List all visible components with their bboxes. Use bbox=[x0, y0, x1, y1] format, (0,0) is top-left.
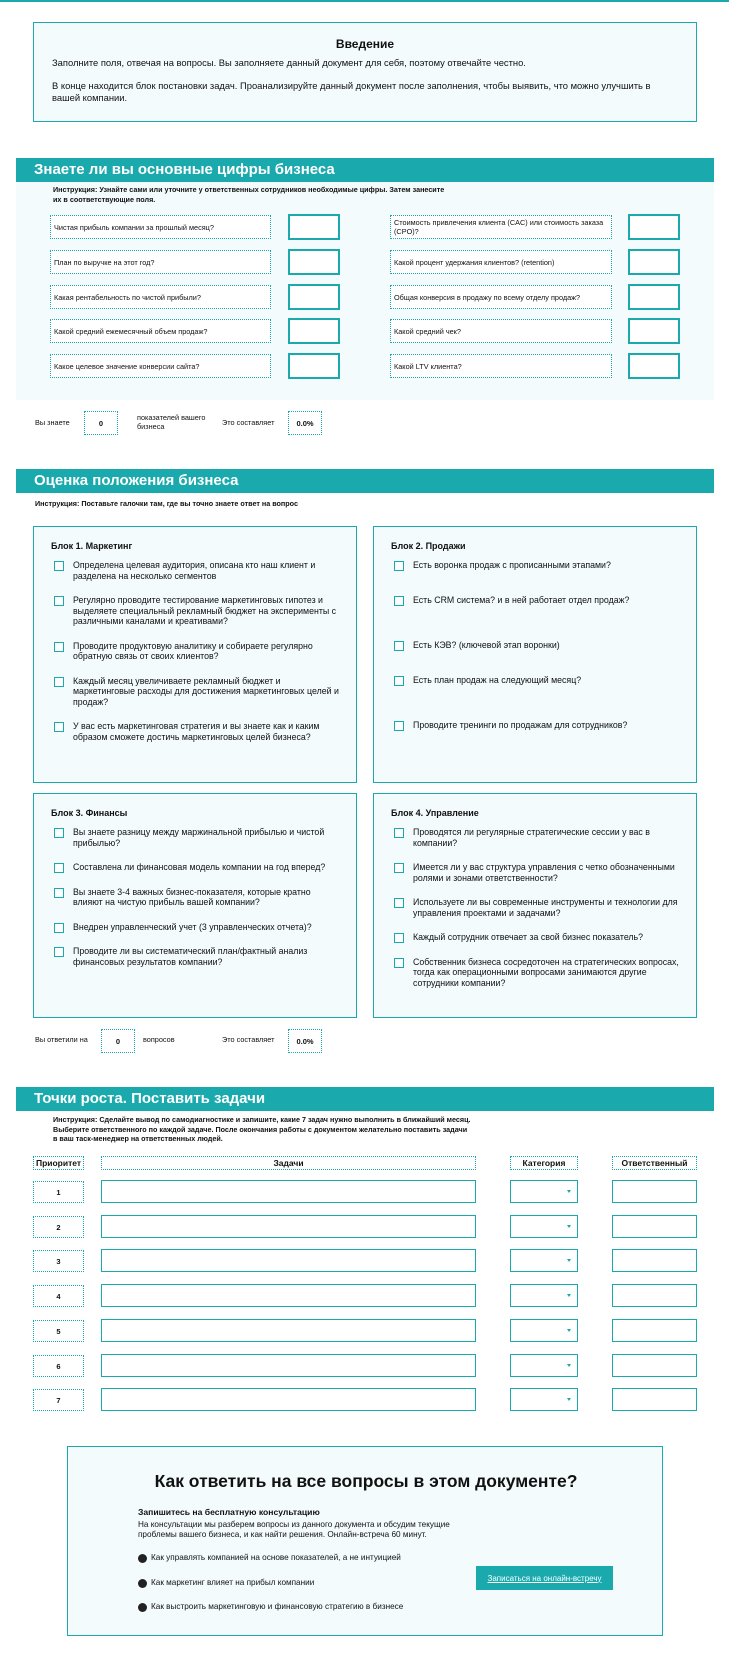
cta-subtitle: Запишитесь на бесплатную консультацию bbox=[138, 1507, 320, 1517]
responsible-input[interactable] bbox=[612, 1284, 697, 1307]
checkbox[interactable] bbox=[54, 596, 64, 606]
summary-answered-label: Вы ответили на bbox=[35, 1035, 88, 1044]
cta-bullet: Как выстроить маркетинговую и финансовую стратегию в бизнесе bbox=[138, 1602, 403, 1612]
responsible-input[interactable] bbox=[612, 1180, 697, 1203]
task-input[interactable] bbox=[101, 1284, 476, 1307]
answer-input[interactable] bbox=[628, 318, 680, 344]
answer-input[interactable] bbox=[628, 214, 680, 240]
cta-text: На консультации мы разберем вопросы из данного документа и обсудим текущие проблемы вашего бизнеса, и как найти решения. Онлайн-встреча 60 минут. bbox=[138, 1520, 450, 1539]
bullet-dot-icon bbox=[138, 1603, 147, 1612]
summary-percent-label: Это составляет bbox=[222, 1035, 275, 1044]
block-title: Блок 1. Маркетинг bbox=[51, 541, 133, 551]
responsible-input[interactable] bbox=[612, 1319, 697, 1342]
task-input[interactable] bbox=[101, 1319, 476, 1342]
checklist-item[interactable]: Проводите тренинги по продажам для сотрудников? bbox=[391, 720, 679, 731]
cta-bullet: Как маркетинг влияет на прибыл компании bbox=[138, 1578, 314, 1588]
task-input[interactable] bbox=[101, 1249, 476, 1272]
answer-input[interactable] bbox=[288, 353, 340, 379]
checklist-item[interactable]: Есть воронка продаж с прописанными этапами? bbox=[391, 560, 679, 571]
checklist-item[interactable]: Вы знаете разницу между маржинальной прибылью и чистой прибылью? bbox=[51, 827, 339, 848]
question-label: Какое целевое значение конверсии сайта? bbox=[50, 354, 271, 378]
numbers-instruction: Инструкция: Узнайте сами или уточните у ответственных сотрудников необходимые цифры. Затем занесите их в соответствующие поля. bbox=[53, 185, 445, 204]
task-input[interactable] bbox=[101, 1180, 476, 1203]
answer-input[interactable] bbox=[628, 249, 680, 275]
checkbox[interactable] bbox=[54, 923, 64, 933]
question-label: Какой процент удержания клиентов? (retention) bbox=[390, 250, 612, 274]
section-assessment-banner: Оценка положения бизнеса bbox=[16, 469, 714, 493]
checkbox[interactable] bbox=[394, 561, 404, 571]
checkbox[interactable] bbox=[394, 596, 404, 606]
block-sales bbox=[373, 526, 697, 783]
summary-you-know-label: Вы знаете bbox=[35, 418, 70, 427]
block-management bbox=[373, 793, 697, 1018]
checkbox[interactable] bbox=[394, 933, 404, 943]
intro-panel bbox=[33, 22, 697, 122]
block-title: Блок 3. Финансы bbox=[51, 808, 128, 818]
checklist-item[interactable]: Используете ли вы современные инструменты и технологии для управления проектами и задачами? bbox=[391, 897, 679, 918]
responsible-input[interactable] bbox=[612, 1388, 697, 1411]
question-label: Какой средний ежемесячный объем продаж? bbox=[50, 319, 271, 343]
checkbox[interactable] bbox=[394, 828, 404, 838]
checklist-item[interactable]: У вас есть маркетинговая стратегия и вы знаете как и каким образом сможете достичь маркетинговых целей бизнеса? bbox=[51, 721, 339, 742]
priority-cell: 6 bbox=[33, 1355, 84, 1377]
category-select[interactable] bbox=[510, 1180, 578, 1203]
answer-input[interactable] bbox=[288, 249, 340, 275]
checklist-item[interactable]: Каждый сотрудник отвечает за свой бизнес показатель? bbox=[391, 932, 679, 943]
header-category: Категория bbox=[510, 1156, 578, 1170]
question-label: Какая рентабельность по чистой прибыли? bbox=[50, 285, 271, 309]
checklist-item[interactable]: Внедрен управленческий учет (3 управленческих отчета)? bbox=[51, 922, 339, 933]
checklist-item[interactable]: Собственник бизнеса сосредоточен на стратегических вопросах, тогда как операционными вопросами занимаются другие сотрудники компании? bbox=[391, 957, 679, 989]
checklist-item[interactable]: Проводите ли вы систематический план/фактный анализ финансовых результатов компании? bbox=[51, 946, 339, 967]
chevron-down-icon bbox=[567, 1329, 571, 1332]
category-select[interactable] bbox=[510, 1284, 578, 1307]
answer-input[interactable] bbox=[628, 353, 680, 379]
checkbox[interactable] bbox=[54, 828, 64, 838]
question-label: Стоимость привлечения клиента (CAC) или стоимость заказа (CPO)? bbox=[390, 215, 612, 239]
checkbox[interactable] bbox=[54, 722, 64, 732]
summary-indicators-label: показателей вашего бизнеса bbox=[137, 413, 206, 431]
question-label: Чистая прибыль компании за прошлый месяц? bbox=[50, 215, 271, 239]
section-tasks-banner: Точки роста. Поставить задачи bbox=[16, 1087, 714, 1111]
section-numbers-banner: Знаете ли вы основные цифры бизнеса bbox=[16, 158, 714, 182]
priority-cell: 4 bbox=[33, 1285, 84, 1307]
priority-cell: 2 bbox=[33, 1216, 84, 1238]
header-tasks: Задачи bbox=[101, 1156, 476, 1170]
intro-paragraph-1: Заполните поля, отвечая на вопросы. Вы заполняете данный документ для себя, поэтому отвечайте честно. bbox=[52, 57, 526, 68]
priority-cell: 3 bbox=[33, 1250, 84, 1272]
summary-percent-label: Это составляет bbox=[222, 418, 275, 427]
checkbox[interactable] bbox=[54, 947, 64, 957]
block-title: Блок 4. Управление bbox=[391, 808, 479, 818]
question-label: План по выручке на этот год? bbox=[50, 250, 271, 274]
block-finance bbox=[33, 793, 357, 1018]
bullet-dot-icon bbox=[138, 1579, 147, 1588]
chevron-down-icon bbox=[567, 1364, 571, 1367]
block-title: Блок 2. Продажи bbox=[391, 541, 466, 551]
top-accent-line bbox=[0, 0, 729, 2]
assessment-instruction: Инструкция: Поставьте галочки там, где вы точно знаете ответ на вопрос bbox=[35, 499, 298, 508]
checkbox[interactable] bbox=[54, 863, 64, 873]
question-label: Общая конверсия в продажу по всему отделу продаж? bbox=[390, 285, 612, 309]
category-select[interactable] bbox=[510, 1354, 578, 1377]
checkbox[interactable] bbox=[394, 898, 404, 908]
checkbox[interactable] bbox=[394, 721, 404, 731]
checkbox[interactable] bbox=[394, 958, 404, 968]
checklist-item[interactable]: Каждый месяц увеличиваете рекламный бюджет и маркетинговые расходы для достижения маркетинговых целей и продаж? bbox=[51, 676, 339, 708]
checklist-item[interactable]: Определена целевая аудитория, описана кто наш клиент и разделена на несколько сегментов bbox=[51, 560, 339, 581]
block-marketing bbox=[33, 526, 357, 783]
question-label: Какой средний чек? bbox=[390, 319, 612, 343]
checklist-item[interactable]: Составлена ли финансовая модель компании на год вперед? bbox=[51, 862, 339, 873]
answer-input[interactable] bbox=[628, 284, 680, 310]
checkbox[interactable] bbox=[54, 561, 64, 571]
consultation-panel bbox=[67, 1446, 663, 1636]
checklist-item[interactable]: Есть план продаж на следующий месяц? bbox=[391, 675, 679, 686]
checklist-item[interactable]: Есть CRM система? и в ней работает отдел продаж? bbox=[391, 595, 679, 606]
checklist-item[interactable]: Регулярно проводите тестирование маркетинговых гипотез и выделяете специальный рекламный бюджет на эксперименты с различными каналами и креативами? bbox=[51, 595, 339, 627]
checklist-item[interactable]: Имеется ли у вас структура управления с четко обозначенными ролями и зонами ответственности? bbox=[391, 862, 679, 883]
answer-input[interactable] bbox=[288, 318, 340, 344]
priority-cell: 7 bbox=[33, 1389, 84, 1411]
task-input[interactable] bbox=[101, 1215, 476, 1238]
checklist-item[interactable]: Проводятся ли регулярные стратегические сессии у вас в компании? bbox=[391, 827, 679, 848]
intro-paragraph-2: В конце находится блок постановки задач. Проанализируйте данный документ после заполнения, чтобы выявить, что можно улучшить в вашей компании. bbox=[52, 80, 651, 103]
question-label: Какой LTV клиента? bbox=[390, 354, 612, 378]
checkbox[interactable] bbox=[54, 677, 64, 687]
task-input[interactable] bbox=[101, 1354, 476, 1377]
checkbox[interactable] bbox=[394, 863, 404, 873]
chevron-down-icon bbox=[567, 1259, 571, 1262]
answer-input[interactable] bbox=[288, 284, 340, 310]
answer-input[interactable] bbox=[288, 214, 340, 240]
header-priority: Приоритет bbox=[33, 1156, 84, 1170]
priority-cell: 5 bbox=[33, 1320, 84, 1342]
checkbox[interactable] bbox=[394, 676, 404, 686]
checklist-item[interactable]: Проводите продуктовую аналитику и собираете регулярно обратную связь от своих клиентов? bbox=[51, 641, 339, 662]
category-select[interactable] bbox=[510, 1249, 578, 1272]
intro-title: Введение bbox=[335, 37, 395, 51]
chevron-down-icon bbox=[567, 1225, 571, 1228]
category-select[interactable] bbox=[510, 1388, 578, 1411]
category-select[interactable] bbox=[510, 1215, 578, 1238]
category-select[interactable] bbox=[510, 1319, 578, 1342]
known-percent: 0.0% bbox=[288, 411, 322, 435]
header-responsible: Ответственный bbox=[612, 1156, 697, 1170]
tasks-instruction: Инструкция: Сделайте вывод по самодиагностике и запишите, какие 7 задач нужно выполнить в ближайший месяц. Выберите ответственного по каждой задаче. После окончания работы с документом желательно поставить задачи в ваш таск-менеджер на ответственных людей. bbox=[53, 1115, 471, 1143]
responsible-input[interactable] bbox=[612, 1215, 697, 1238]
checkbox[interactable] bbox=[394, 641, 404, 651]
responsible-input[interactable] bbox=[612, 1354, 697, 1377]
chevron-down-icon bbox=[567, 1398, 571, 1401]
chevron-down-icon bbox=[567, 1294, 571, 1297]
checkbox[interactable] bbox=[54, 888, 64, 898]
book-meeting-button[interactable]: Записаться на онлайн-встречу bbox=[476, 1566, 613, 1590]
priority-cell: 1 bbox=[33, 1181, 84, 1203]
responsible-input[interactable] bbox=[612, 1249, 697, 1272]
task-input[interactable] bbox=[101, 1388, 476, 1411]
bullet-dot-icon bbox=[138, 1554, 147, 1563]
chevron-down-icon bbox=[567, 1190, 571, 1193]
cta-bullet: Как управлять компанией на основе показателей, а не интуицией bbox=[138, 1553, 401, 1563]
checklist-item[interactable]: Есть КЭВ? (ключевой этап воронки) bbox=[391, 640, 679, 651]
checklist-item[interactable]: Вы знаете 3-4 важных бизнес-показателя, которые кратно влияют на чистую прибыль вашей компании? bbox=[51, 887, 339, 908]
cta-title: Как ответить на все вопросы в этом документе? bbox=[154, 1471, 578, 1491]
summary-questions-label: вопросов bbox=[143, 1035, 175, 1044]
known-count: 0 bbox=[84, 411, 118, 435]
answered-count: 0 bbox=[101, 1029, 135, 1053]
answered-percent: 0.0% bbox=[288, 1029, 322, 1053]
checkbox[interactable] bbox=[54, 642, 64, 652]
